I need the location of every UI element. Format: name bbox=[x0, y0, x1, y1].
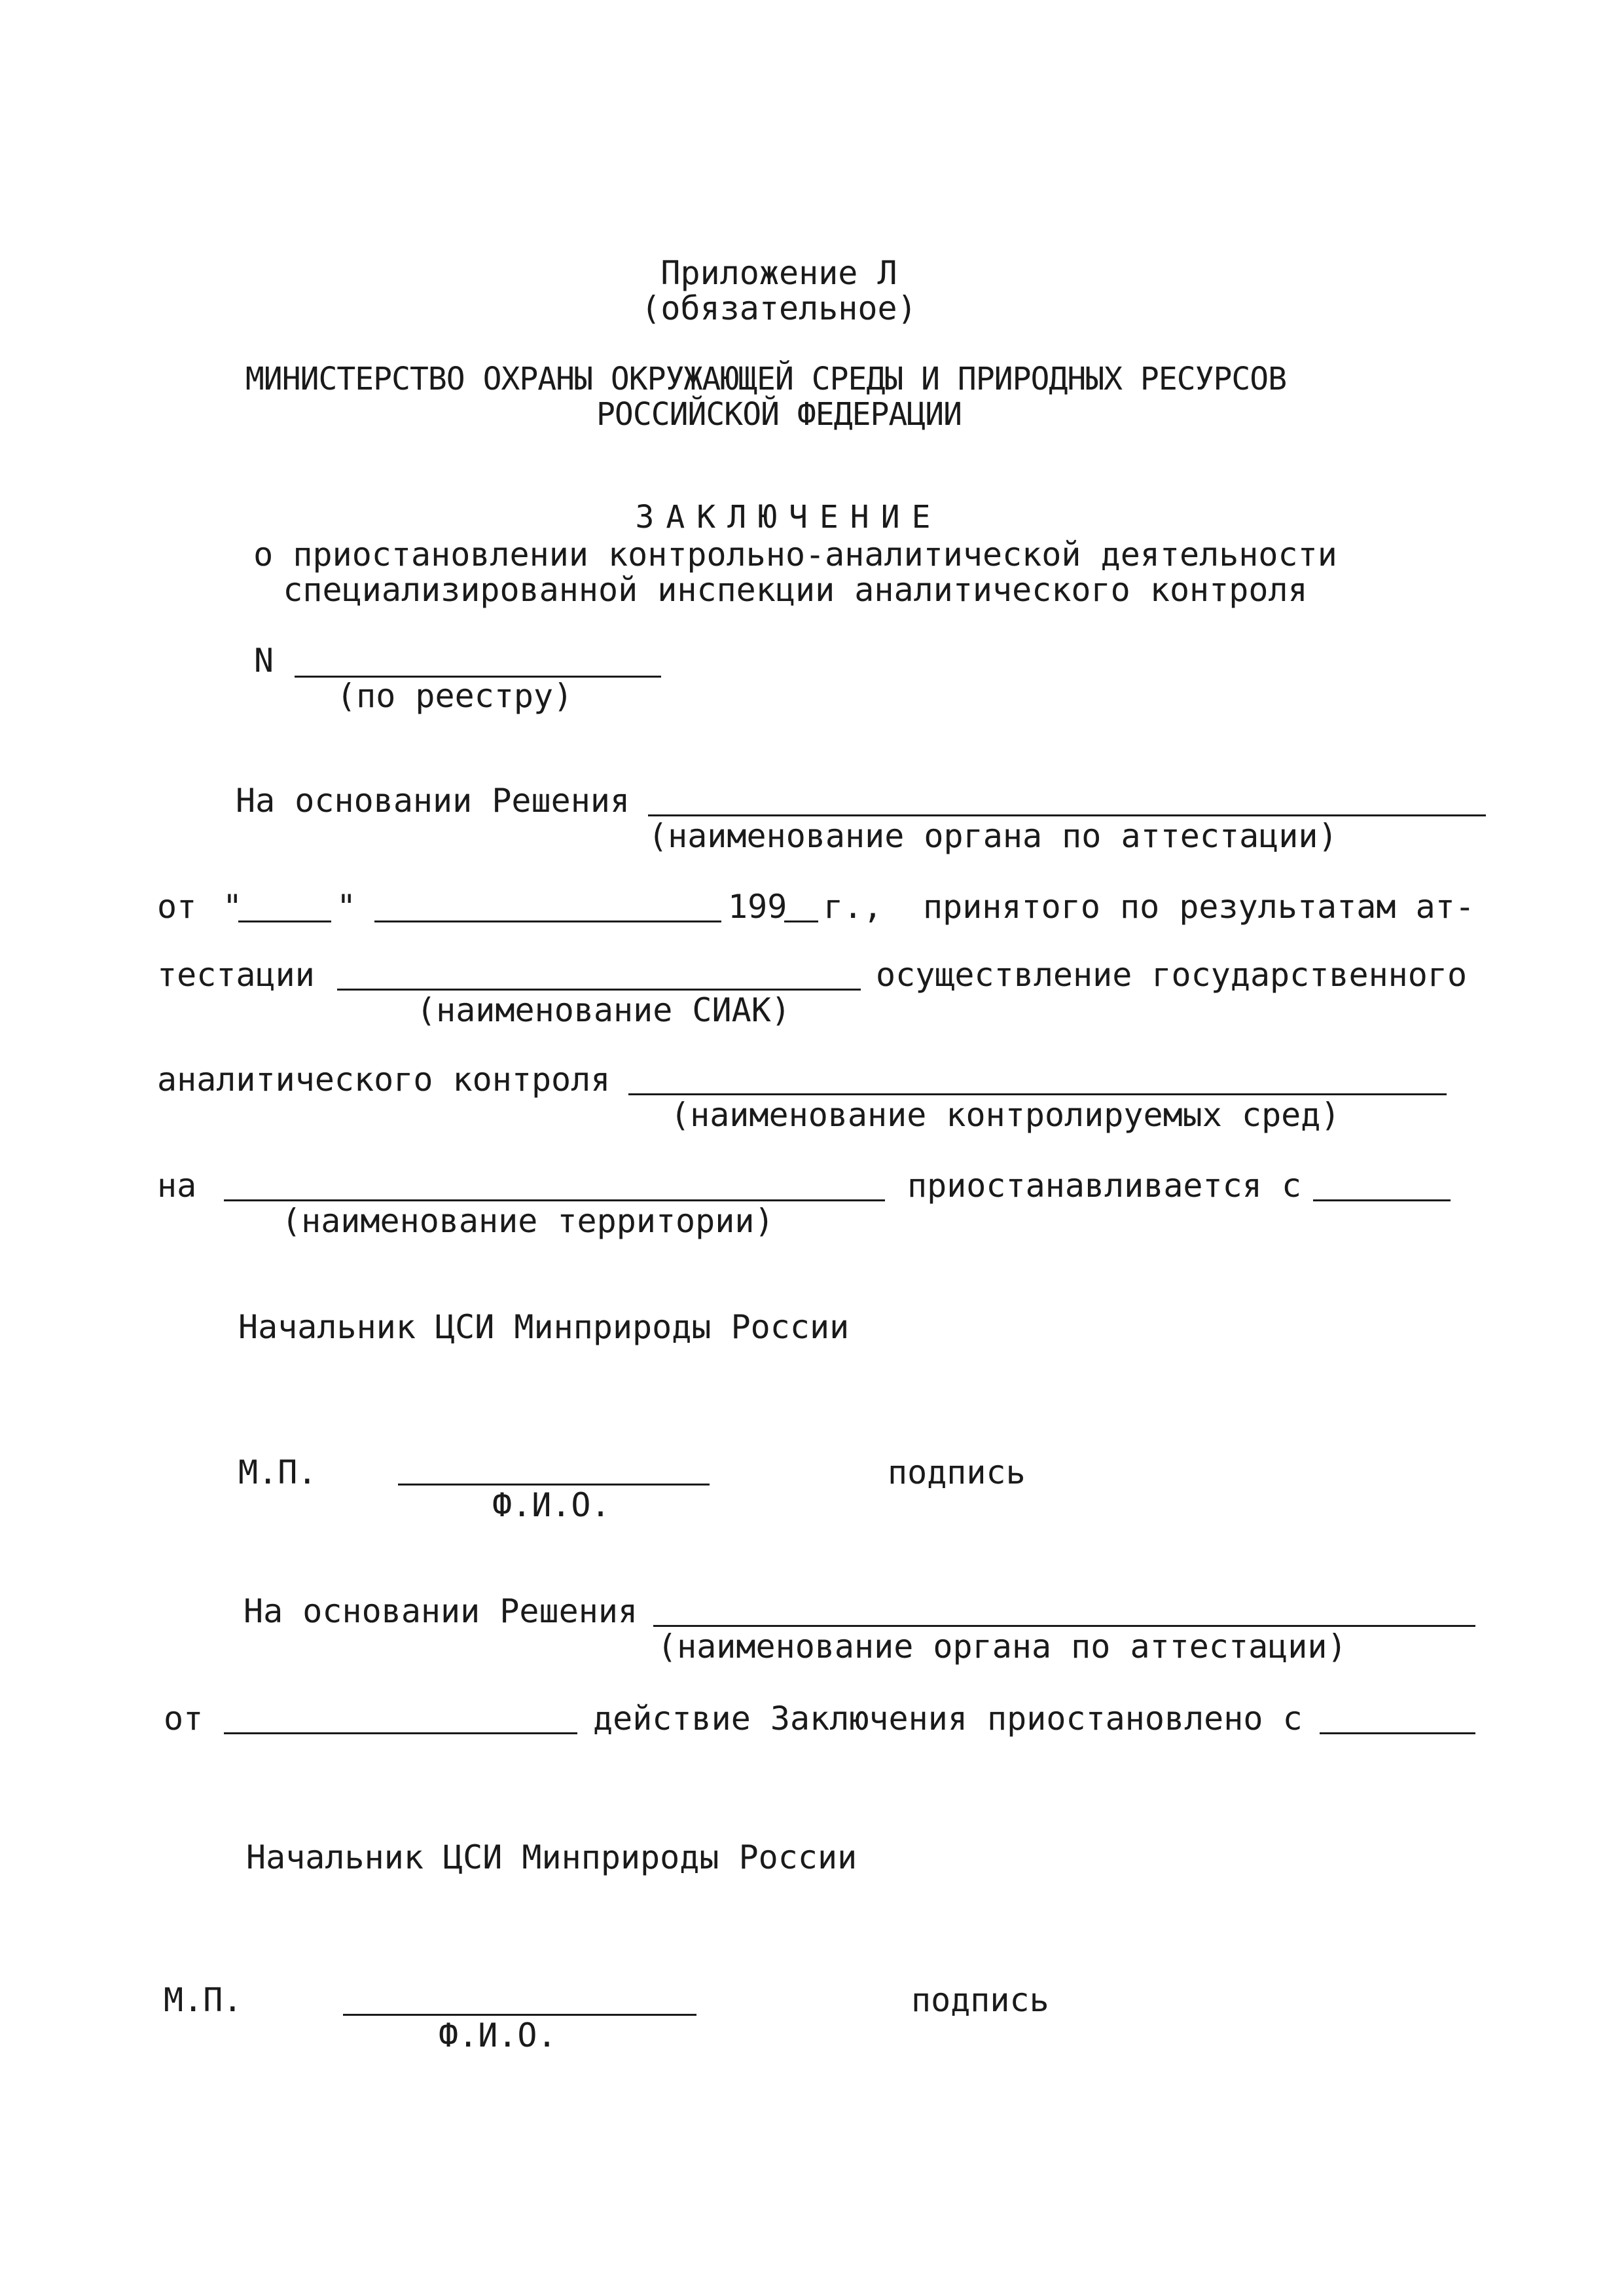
year-line[interactable] bbox=[784, 920, 818, 922]
siak-line[interactable] bbox=[337, 989, 861, 991]
appendix-label: Приложение Л bbox=[660, 254, 897, 292]
siak-caption: (наименование СИАК) bbox=[416, 991, 791, 1029]
month-line[interactable] bbox=[374, 920, 721, 922]
action-text: действие Заключения приостановлено с bbox=[593, 1700, 1303, 1738]
control-caption: (наименование контролируемых сред) bbox=[670, 1096, 1341, 1134]
territory-caption: (наименование территории) bbox=[281, 1202, 774, 1240]
stamp-label-1: М.П. bbox=[238, 1453, 317, 1491]
from-quote-close: " bbox=[336, 888, 357, 926]
decision-caption-2: (наименование органа по аттестации) bbox=[657, 1628, 1347, 1666]
suspended-text: приостанавливается с bbox=[907, 1167, 1302, 1205]
attestation-text: осуществление государственного bbox=[876, 956, 1468, 994]
document-title: ЗАКЛЮЧЕНИЕ bbox=[635, 499, 943, 536]
from-label-2: от bbox=[164, 1700, 204, 1738]
decision-label: На основании Решения bbox=[236, 782, 630, 820]
document-subtitle-line-1: о приостановлении контрольно-аналитической деятельности bbox=[253, 536, 1337, 574]
on-label: на bbox=[157, 1167, 197, 1205]
stamp-label-2: М.П. bbox=[164, 1981, 243, 2019]
decision-line-2[interactable] bbox=[653, 1625, 1475, 1627]
decision-line[interactable] bbox=[648, 814, 1486, 816]
fio-caption-2: Ф.И.О. bbox=[439, 2016, 557, 2054]
registry-number-label: N bbox=[254, 642, 274, 680]
year-prefix: 199 bbox=[728, 888, 787, 926]
signature-label-2: подпись bbox=[911, 1981, 1049, 2019]
fio-line-1[interactable] bbox=[398, 1484, 710, 1485]
from-date-line-2[interactable] bbox=[224, 1732, 577, 1734]
head-title-2: Начальник ЦСИ Минприроды России bbox=[246, 1838, 857, 1876]
territory-line[interactable] bbox=[224, 1199, 885, 1201]
control-line[interactable] bbox=[628, 1093, 1447, 1095]
day-line[interactable] bbox=[238, 920, 331, 922]
appendix-status: (обязательное) bbox=[641, 289, 917, 327]
ministry-line-1: МИНИСТЕРСТВО ОХРАНЫ ОКРУЖАЮЩЕЙ СРЕДЫ И ПРИРОДНЫХ РЕСУРСОВ bbox=[245, 361, 1287, 397]
fio-line-2[interactable] bbox=[343, 2014, 696, 2016]
decision-label-2: На основании Решения bbox=[244, 1592, 638, 1630]
signature-label-1: подпись bbox=[888, 1453, 1026, 1491]
document-subtitle-line-2: специализированной инспекции аналитического контроля bbox=[283, 571, 1308, 609]
decision-caption: (наименование органа по аттестации) bbox=[648, 817, 1338, 855]
registry-number-caption: (по реестру) bbox=[336, 677, 573, 715]
head-title-1: Начальник ЦСИ Минприроды России bbox=[238, 1308, 850, 1346]
action-date-line[interactable] bbox=[1320, 1732, 1475, 1734]
year-suffix: г., bbox=[823, 888, 883, 926]
fio-caption-1: Ф.И.О. bbox=[492, 1486, 611, 1524]
accepted-text: принятого по результатам ат- bbox=[923, 888, 1475, 926]
ministry-line-2: РОССИЙСКОЙ ФЕДЕРАЦИИ bbox=[596, 396, 962, 433]
suspended-date-line[interactable] bbox=[1313, 1199, 1451, 1201]
from-quote-open: " bbox=[223, 888, 243, 926]
from-label: от bbox=[157, 888, 197, 926]
control-label: аналитического контроля bbox=[157, 1061, 611, 1099]
attestation-label: тестации bbox=[157, 956, 315, 994]
